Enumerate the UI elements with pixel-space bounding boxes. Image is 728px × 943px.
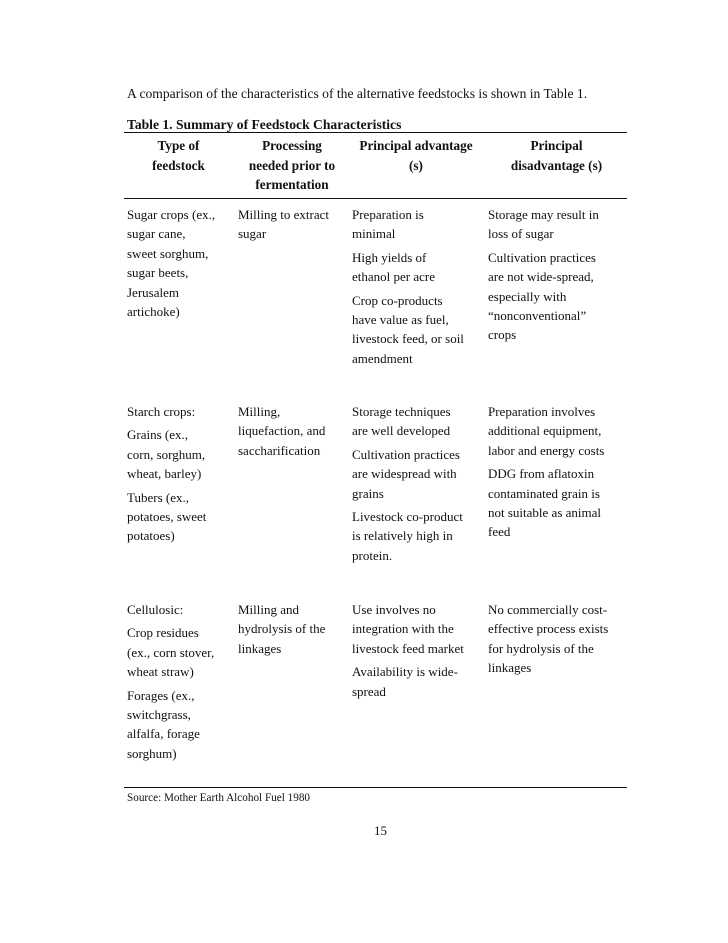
cell-line: Preparation involves (488, 404, 596, 419)
header-processing (235, 136, 349, 195)
header-line: needed prior to (248, 157, 336, 173)
header-line: fermentation (255, 177, 329, 193)
cell-line: amendment (352, 350, 413, 366)
table-cell-advantage (352, 402, 485, 565)
cell-line: minimal (352, 226, 396, 242)
table-cell-type (127, 600, 235, 763)
cell-line: contaminated grain is (488, 485, 600, 501)
header-line: (s) (409, 157, 423, 173)
table-cell-advantage (352, 600, 485, 701)
cell-line: (ex., corn stover, (127, 644, 215, 660)
cell-line: are not wide-spread, (488, 269, 594, 285)
cell-line: Preparation is (352, 207, 424, 222)
cell-line: artichoke) (127, 304, 180, 320)
cell-line: sweet sorghum, (127, 245, 209, 261)
page-number: 15 (374, 823, 387, 838)
cell-line: integration with the (352, 621, 454, 637)
cell-paragraph (352, 662, 485, 701)
cell-line: No commercially cost- (488, 602, 608, 617)
cell-line: are widespread with (352, 466, 457, 482)
cell-line: liquefaction, and (238, 423, 326, 439)
cell-line: linkages (238, 640, 282, 656)
cell-line: Starch crops: (127, 404, 196, 419)
cell-paragraph (238, 600, 348, 658)
cell-paragraph (352, 205, 485, 244)
header-line: Type of (157, 138, 200, 153)
header-advantage (350, 136, 482, 175)
cell-line: sugar cane, (127, 226, 186, 242)
cell-paragraph (488, 600, 628, 678)
source-note: Source: Mother Earth Alcohol Fuel 1980 (127, 792, 311, 804)
cell-line: Cellulosic: (127, 602, 184, 617)
cell-line: are well developed (352, 423, 451, 439)
header-line: disadvantage (s) (510, 157, 603, 173)
cell-line: Cultivation practices (352, 446, 460, 462)
table-cell-disadvantage (488, 600, 628, 678)
header-disadvantage (486, 136, 627, 175)
cell-line: sugar beets, (127, 265, 189, 281)
intro-paragraph: A comparison of the characteristics of the alternative feedstocks is shown in Table 1. (127, 86, 588, 101)
table-caption: Table 1. Summary of Feedstock Characteristics (127, 117, 402, 132)
cell-line: Sugar crops (ex., (127, 207, 216, 222)
cell-line: for hydrolysis of the (488, 640, 594, 656)
cell-line: Crop co-products (352, 292, 443, 308)
cell-paragraph (488, 402, 628, 460)
cell-line: Forages (ex., (127, 687, 195, 703)
cell-line: Storage techniques (352, 404, 451, 419)
cell-line: labor and energy costs (488, 442, 605, 458)
table-cell-disadvantage (488, 402, 628, 542)
cell-line: Storage may result in (488, 207, 599, 222)
cell-line: Availability is wide- (352, 664, 458, 680)
header-line: feedstock (152, 157, 205, 173)
cell-line: “nonconventional” (488, 308, 587, 324)
cell-paragraph (238, 402, 348, 460)
table-cell-disadvantage (488, 205, 628, 345)
table-cell-processing (238, 402, 348, 460)
cell-line: not suitable as animal (488, 505, 602, 521)
cell-line: Milling and (238, 602, 300, 617)
cell-line: additional equipment, (488, 423, 602, 439)
cell-paragraph (127, 425, 235, 483)
cell-line: ethanol per acre (352, 269, 436, 285)
cell-paragraph (127, 600, 235, 619)
cell-paragraph (352, 402, 485, 441)
table-cell-advantage (352, 205, 485, 368)
cell-paragraph (127, 686, 235, 764)
cell-line: effective process exists (488, 621, 609, 637)
cell-line: switchgrass, (127, 707, 191, 723)
cell-line: hydrolysis of the (238, 621, 326, 637)
cell-line: Use involves no (352, 602, 436, 617)
cell-paragraph (488, 464, 628, 542)
cell-line: Cultivation practices (488, 249, 596, 265)
cell-line: alfalfa, forage (127, 726, 200, 742)
cell-line: have value as fuel, (352, 312, 449, 328)
cell-paragraph (352, 445, 485, 503)
cell-paragraph (352, 291, 485, 369)
cell-line: livestock feed market (352, 640, 464, 656)
cell-line: spread (352, 683, 386, 699)
table-cell-type (127, 402, 235, 546)
cell-line: sugar (238, 226, 267, 242)
header-line: Principal (530, 138, 583, 153)
header-type (124, 136, 233, 175)
cell-paragraph (352, 507, 485, 565)
cell-paragraph (352, 248, 485, 287)
cell-line: linkages (488, 660, 532, 676)
table-bottom-rule (124, 787, 627, 788)
cell-line: crops (488, 327, 517, 343)
cell-line: feed (488, 524, 511, 540)
cell-line: Livestock co-product (352, 509, 463, 525)
cell-line: especially with (488, 288, 567, 304)
cell-line: High yields of (352, 249, 427, 265)
cell-line: Milling, (238, 404, 281, 419)
cell-line: is relatively high in (352, 528, 453, 544)
cell-line: saccharification (238, 442, 321, 458)
header-bottom-rule (124, 198, 627, 199)
cell-paragraph (488, 205, 628, 244)
cell-line: wheat, barley) (127, 466, 202, 482)
cell-line: sorghum) (127, 745, 177, 761)
header-line: Principal advantage (359, 138, 473, 153)
table-cell-processing (238, 205, 348, 244)
cell-line: Milling to extract (238, 207, 329, 222)
cell-line: corn, sorghum, (127, 446, 206, 462)
cell-line: Tubers (ex., (127, 489, 189, 505)
header-line: Processing (262, 138, 322, 153)
cell-line: loss of sugar (488, 226, 554, 242)
cell-line: livestock feed, or soil (352, 331, 464, 347)
table-cell-type (127, 205, 235, 321)
cell-line: Grains (ex., (127, 427, 189, 443)
cell-line: Jerusalem (127, 284, 179, 300)
cell-line: Crop residues (127, 625, 199, 641)
cell-paragraph (238, 205, 348, 244)
cell-paragraph (488, 248, 628, 345)
cell-line: protein. (352, 547, 393, 563)
cell-paragraph (127, 488, 235, 546)
cell-paragraph (127, 623, 235, 681)
cell-line: potatoes) (127, 528, 175, 544)
cell-line: potatoes, sweet (127, 509, 207, 525)
table-top-rule (124, 132, 627, 133)
table-cell-processing (238, 600, 348, 658)
cell-line: grains (352, 485, 384, 501)
cell-line: wheat straw) (127, 664, 194, 680)
cell-paragraph (352, 600, 485, 658)
cell-paragraph (127, 402, 235, 421)
cell-line: DDG from aflatoxin (488, 466, 595, 482)
cell-paragraph (127, 205, 235, 321)
